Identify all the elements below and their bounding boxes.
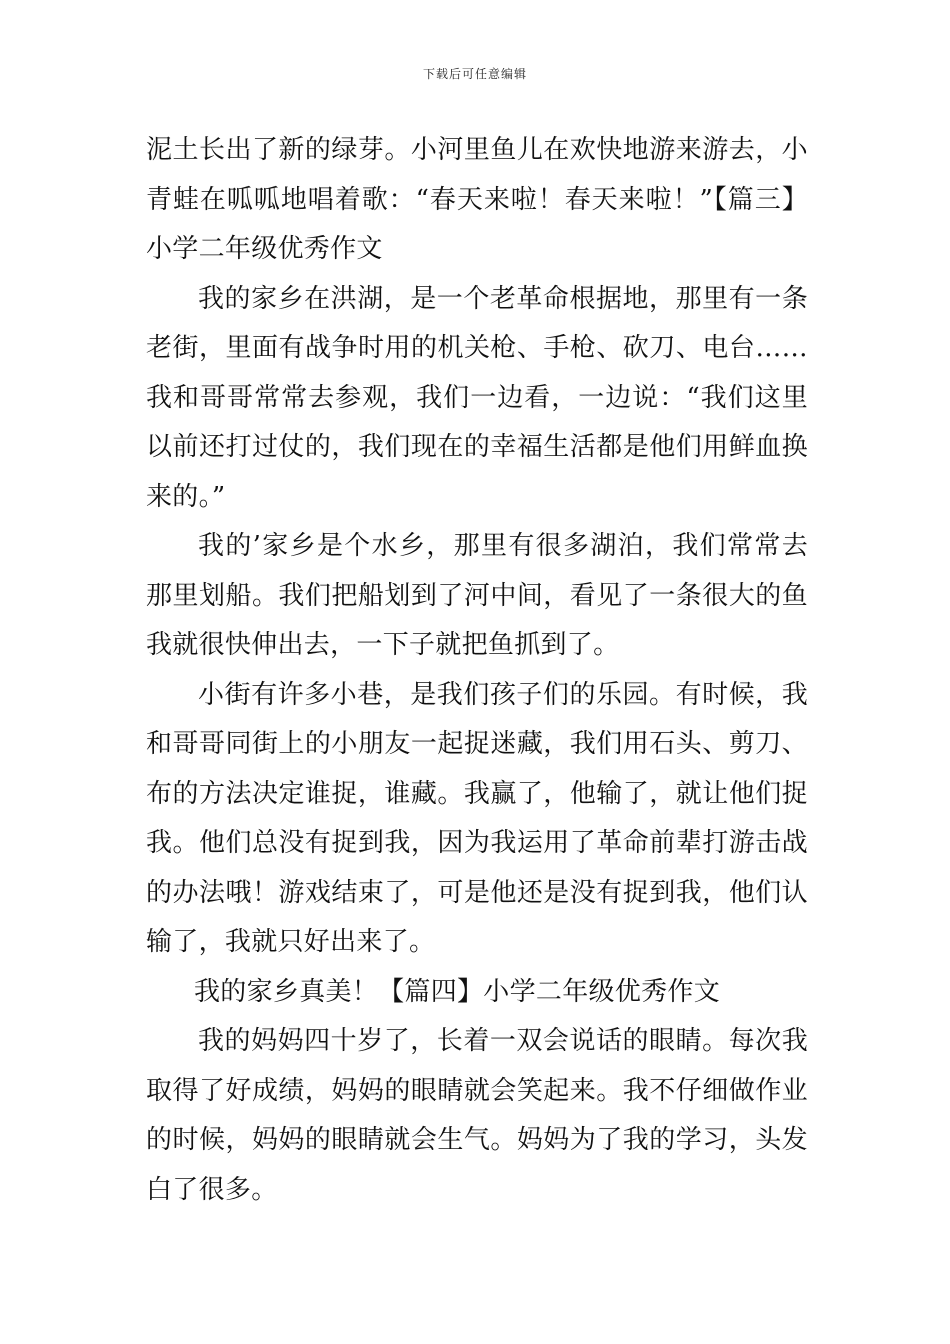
paragraph-1: 泥土长出了新的绿芽。小河里鱼儿在欢快地游来游去，小青蛙在呱呱地唱着歌：“春天来啦！春天来啦！”【篇三】小学二年级优秀作文: [146, 135, 808, 264]
paragraph-3: 我的’家乡是个水乡，那里有很多湖泊，我们常常去那里划船。我们把船划到了河中间，看见了一条很大的鱼我就很快伸出去，一下子就把鱼抓到了。: [146, 531, 808, 660]
paragraph-5: 我的家乡真美！【篇四】小学二年级优秀作文: [194, 976, 721, 1007]
page-header: 下载后可任意编辑: [422, 67, 527, 81]
paragraph-4: 小街有许多小巷，是我们孩子们的乐园。有时候，我和哥哥同街上的小朋友一起捉迷藏，我们用石头、剪刀、布的方法决定谁捉，谁藏。我赢了，他输了，就让他们捉我。他们总没有捉到我，因为我运用了革命前辈打游击战的办法哦！游戏结束了，可是他还是没有捉到我，他们认输了，我就只好出来了。: [146, 679, 808, 957]
paragraph-2: 我的家乡在洪湖，是一个老革命根据地，那里有一条老街，里面有战争时用的机关枪、手枪、砍刀、电台……我和哥哥常常去参观，我们一边看，一边说：“我们这里以前还打过仗的，我们现在的幸福生活都是他们用鲜血换来的。”: [146, 283, 808, 512]
document-body: [146, 126, 808, 1215]
paragraph-6: 我的妈妈四十岁了，长着一双会说话的眼睛。每次我取得了好成绩，妈妈的眼睛就会笑起来。我不仔细做作业的时候，妈妈的眼睛就会生气。妈妈为了我的学习，头发白了很多。: [146, 1026, 808, 1205]
